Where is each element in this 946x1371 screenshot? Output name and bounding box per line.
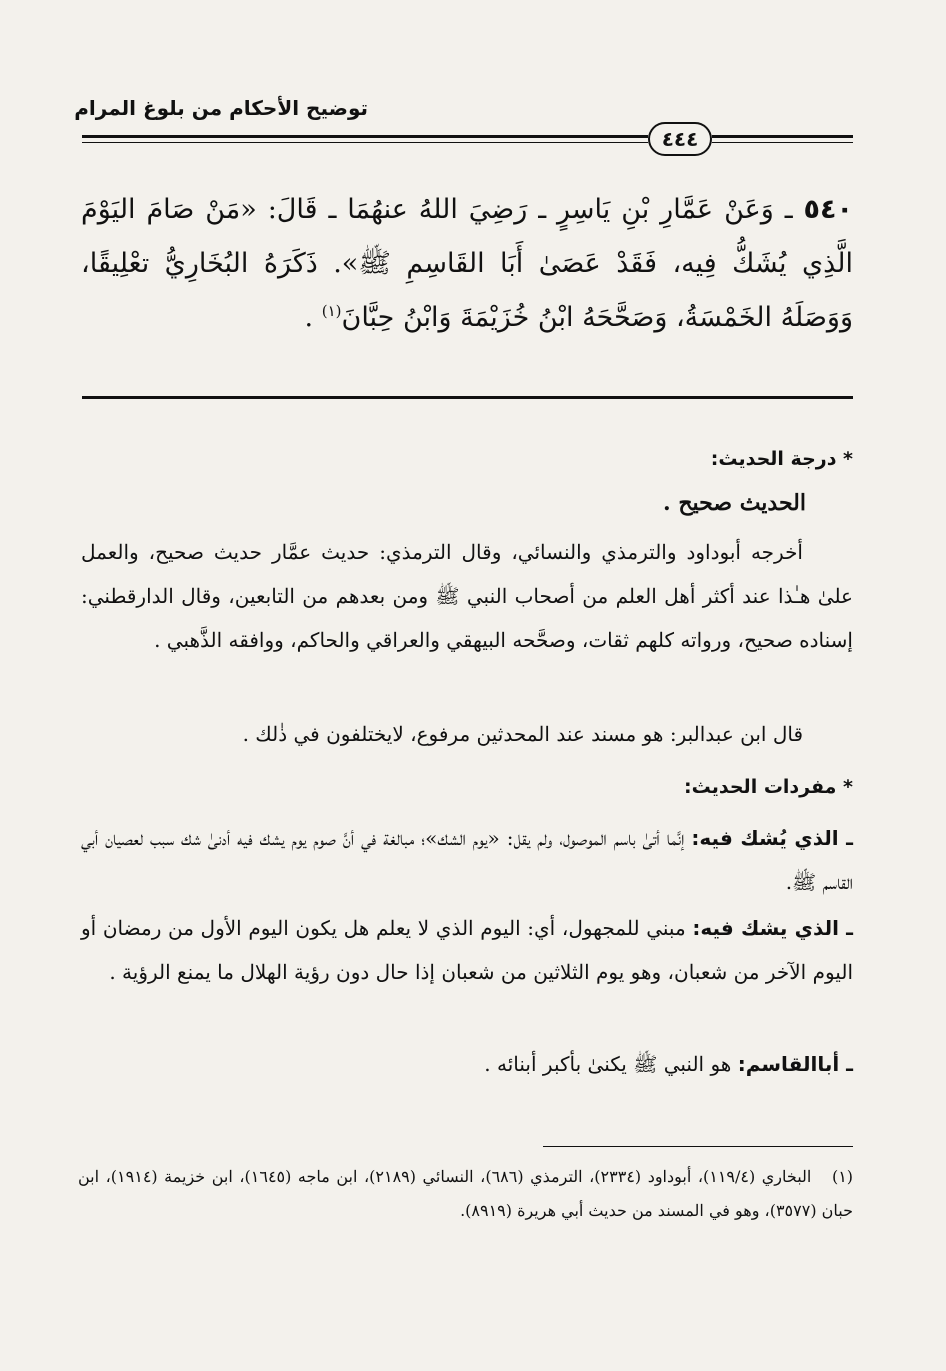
grade-verdict: الحديث صحيح .	[663, 490, 806, 516]
page-number	[648, 122, 712, 156]
footnote-reference: (١)	[321, 302, 342, 320]
running-header-title: توضيح الأحكام من بلوغ المرام	[74, 96, 368, 120]
header-rule-right-thin	[712, 142, 853, 143]
hadith-end: .	[304, 302, 322, 333]
vocab-definition: مبني للمجهول، أي: اليوم الذي لا يعلم هل يكون اليوم الأول من رمضان أو اليوم الآخر من شعبان، وهو يوم الثلاثين من شعبان إذا حال دون رؤية الهلال ما يمنع الرؤية .	[81, 916, 853, 984]
vocab-heading: * مفردات الحديث:	[684, 776, 853, 798]
vocab-item	[81, 1042, 853, 1086]
vocab-definition: هو النبي ﷺ يكنىٰ بأكبر أبنائه .	[484, 1052, 732, 1076]
vocab-term: ـ الذي يشك فيه:	[692, 916, 854, 940]
hadith-number: ٥٤٠	[803, 194, 853, 225]
grade-heading: * درجة الحديث:	[710, 448, 853, 470]
vocab-term: ـ أباالقاسم:	[737, 1052, 853, 1076]
header-rule-left-thin	[82, 142, 648, 143]
vocab-definition: إنَّما أتىٰ باسم الموصول، ولم يقل: «يوم الشك»؛ مبالغة في أنَّ صوم يوم يشك فيه أدنىٰ شك سبب لعصيان أبي القاسم ﷺ.	[81, 826, 853, 894]
page-number-text: ٤٤٤	[661, 127, 699, 151]
footnote-text: البخاري (١١٩/٤)، أبوداود (٢٣٣٤)، الترمذي (٦٨٦)، النسائي (٢١٨٩)، ابن ماجه (١٦٤٥)، ابن خزيمة (١٩١٤)، ابن حبان (٣٥٧٧)، وهو في المسند من حديث أبي هريرة (٨٩١٩).	[78, 1167, 853, 1220]
section-divider	[82, 396, 853, 399]
grade-paragraph: أخرجه أبوداود والترمذي والنسائي، وقال الترمذي: حديث عمَّار حديث صحيح، والعمل علىٰ هـٰذا عند أكثر أهل العلم من أصحاب النبي ﷺ ومن بعدهم من التابعين، وقال الدارقطني: إسناده صحيح، ورواته كلهم ثقات، وصحَّحه البيهقي والعراقي والحاكم، ووافقه الذَّهبي .	[81, 540, 853, 652]
header-rule-right	[712, 135, 853, 138]
grade-paragraph-2: قال ابن عبدالبر: هو مسند عند المحدثين مرفوع، لايختلفون في ذٰلك .	[242, 722, 803, 746]
header-rule-left	[82, 135, 648, 138]
hadith-text-block	[81, 183, 853, 345]
hadith-text: ـ وَعَنْ عَمَّارِ بْنِ يَاسِرٍ ـ رَضِيَ اللهُ عنهُمَا ـ قَالَ: «مَنْ صَامَ اليَوْمَ الَّذِي يُشَكُّ فِيه، فَقَدْ عَصَىٰ أَبَا القَاسِمِ ﷺ». ذَكَرَهُ البُخَارِيُّ تعْلِيقًا، وَوَصَلَهُ الخَمْسَةُ، وَصَحَّحَهُ ابْنُ خُزَيْمَةَ وَابْنُ حِبَّانَ	[81, 194, 853, 333]
footnote-rule	[543, 1146, 853, 1147]
vocab-term: ـ الذي يُشك فيه:	[691, 826, 854, 850]
footnote	[78, 1160, 853, 1228]
vocab-item	[81, 816, 853, 904]
vocab-item	[81, 906, 853, 994]
footnote-marker: (١)	[831, 1167, 854, 1186]
